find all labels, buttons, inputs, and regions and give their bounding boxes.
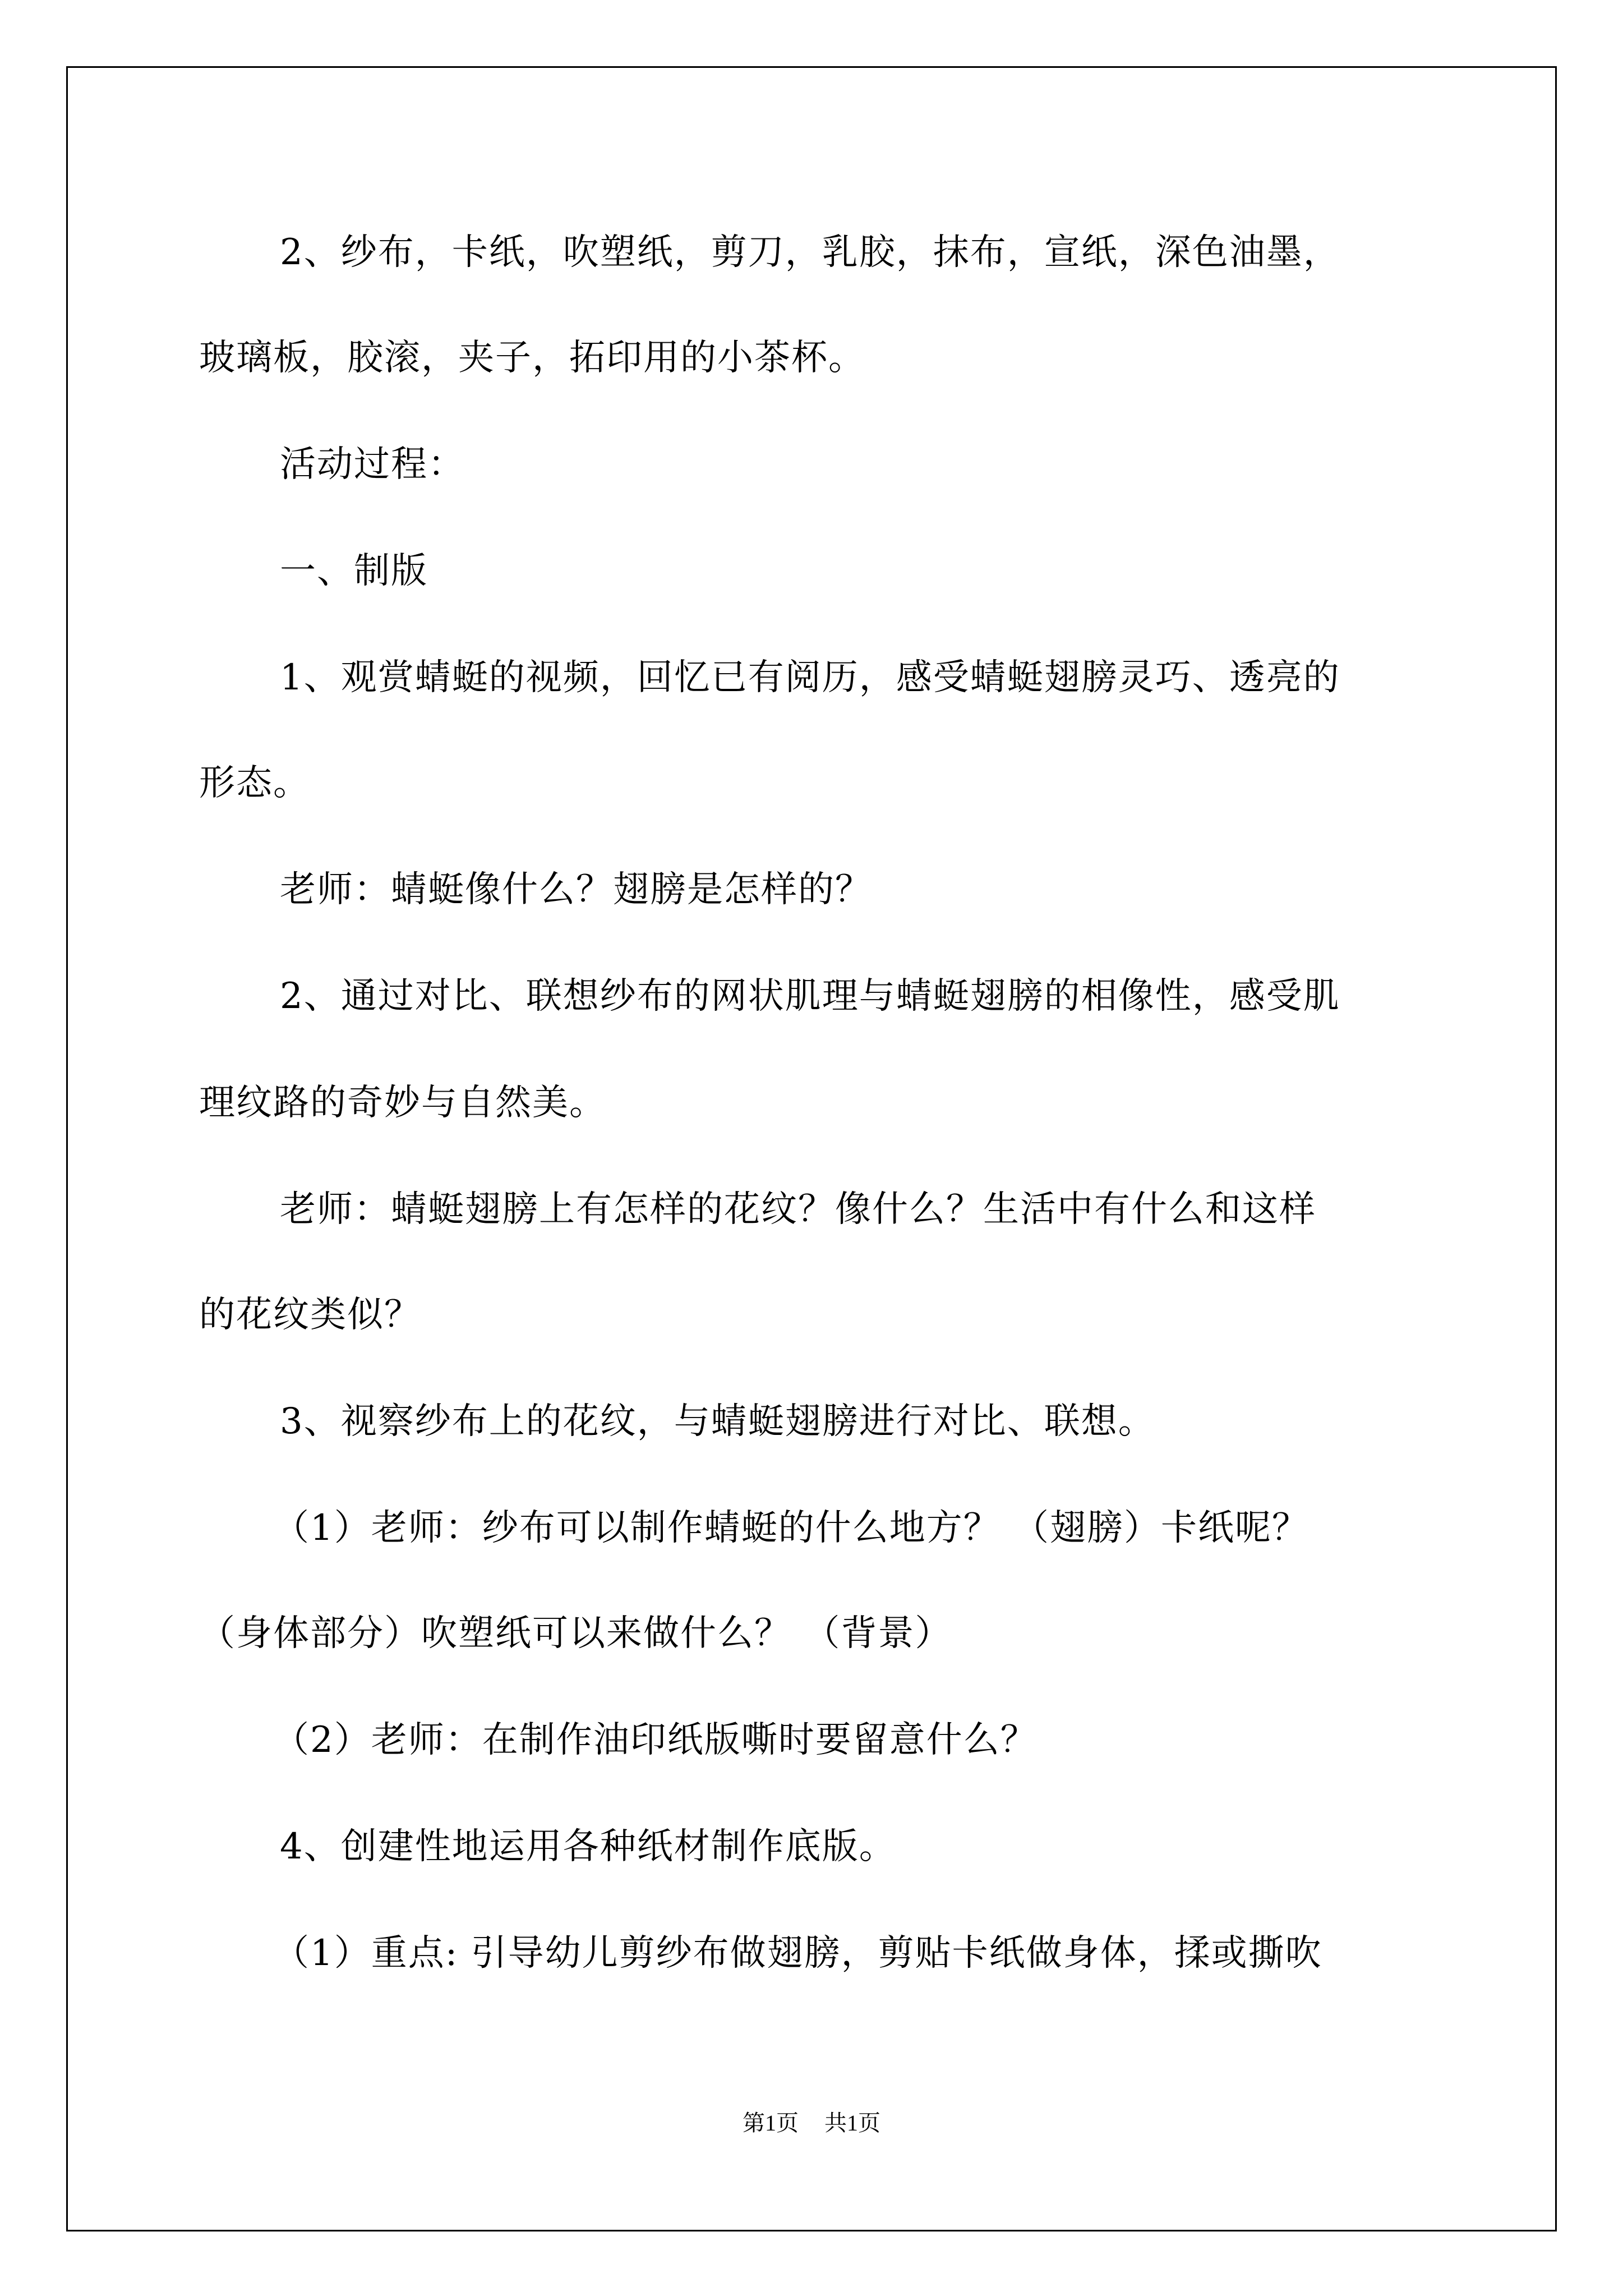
text-line: 的花纹类似？ [199,1294,421,1336]
text-line: 4、创建性地运用各种纸材制作底版。 [280,1826,896,1867]
text-line: （2）老师：在制作油印纸版嘶时要留意什么？ [273,1719,1038,1761]
text-line: 2、通过对比、联想纱布的网状肌理与蜻蜓翅膀的相像性，感受肌 [280,976,1340,1017]
text-line: 1、观赏蜻蜓的视频，回忆已有阅历，感受蜻蜓翅膀灵巧、透亮的 [280,657,1340,698]
text-line: 老师：蜻蜓翅膀上有怎样的花纹？像什么？生活中有什么和这样 [280,1189,1316,1230]
page-total: 共1页 [824,2110,880,2136]
text-line: 理纹路的奇妙与自然美。 [199,1082,606,1124]
text-line: （1）老师：纱布可以制作蜻蜓的什么地方？ （翅膀）卡纸呢？ [273,1507,1310,1549]
text-line: 玻璃板，胶滚，夹子，拓印用的小茶杯。 [199,337,865,379]
text-line: 3、视察纱布上的花纹，与蜻蜓翅膀进行对比、联想。 [280,1401,1155,1442]
text-line: 2、纱布，卡纸，吹塑纸，剪刀，乳胶，抹布，宣纸，深色油墨， [280,232,1340,273]
section-heading: 一、制版 [280,550,428,592]
page-number: 第1页 [743,2110,799,2136]
page-footer [0,2109,1623,2137]
page-border [66,66,1557,2231]
text-line: （身体部分）吹塑纸可以来做什么？ （背景） [199,1613,952,1654]
text-line: 老师：蜻蜓像什么？翅膀是怎样的？ [280,869,872,910]
section-heading: 活动过程： [280,444,465,485]
text-line: 形态。 [199,762,310,804]
text-line: （1）重点: 引导幼儿剪纱布做翅膀，剪贴卡纸做身体，揉或撕吹 [273,1932,1322,1974]
